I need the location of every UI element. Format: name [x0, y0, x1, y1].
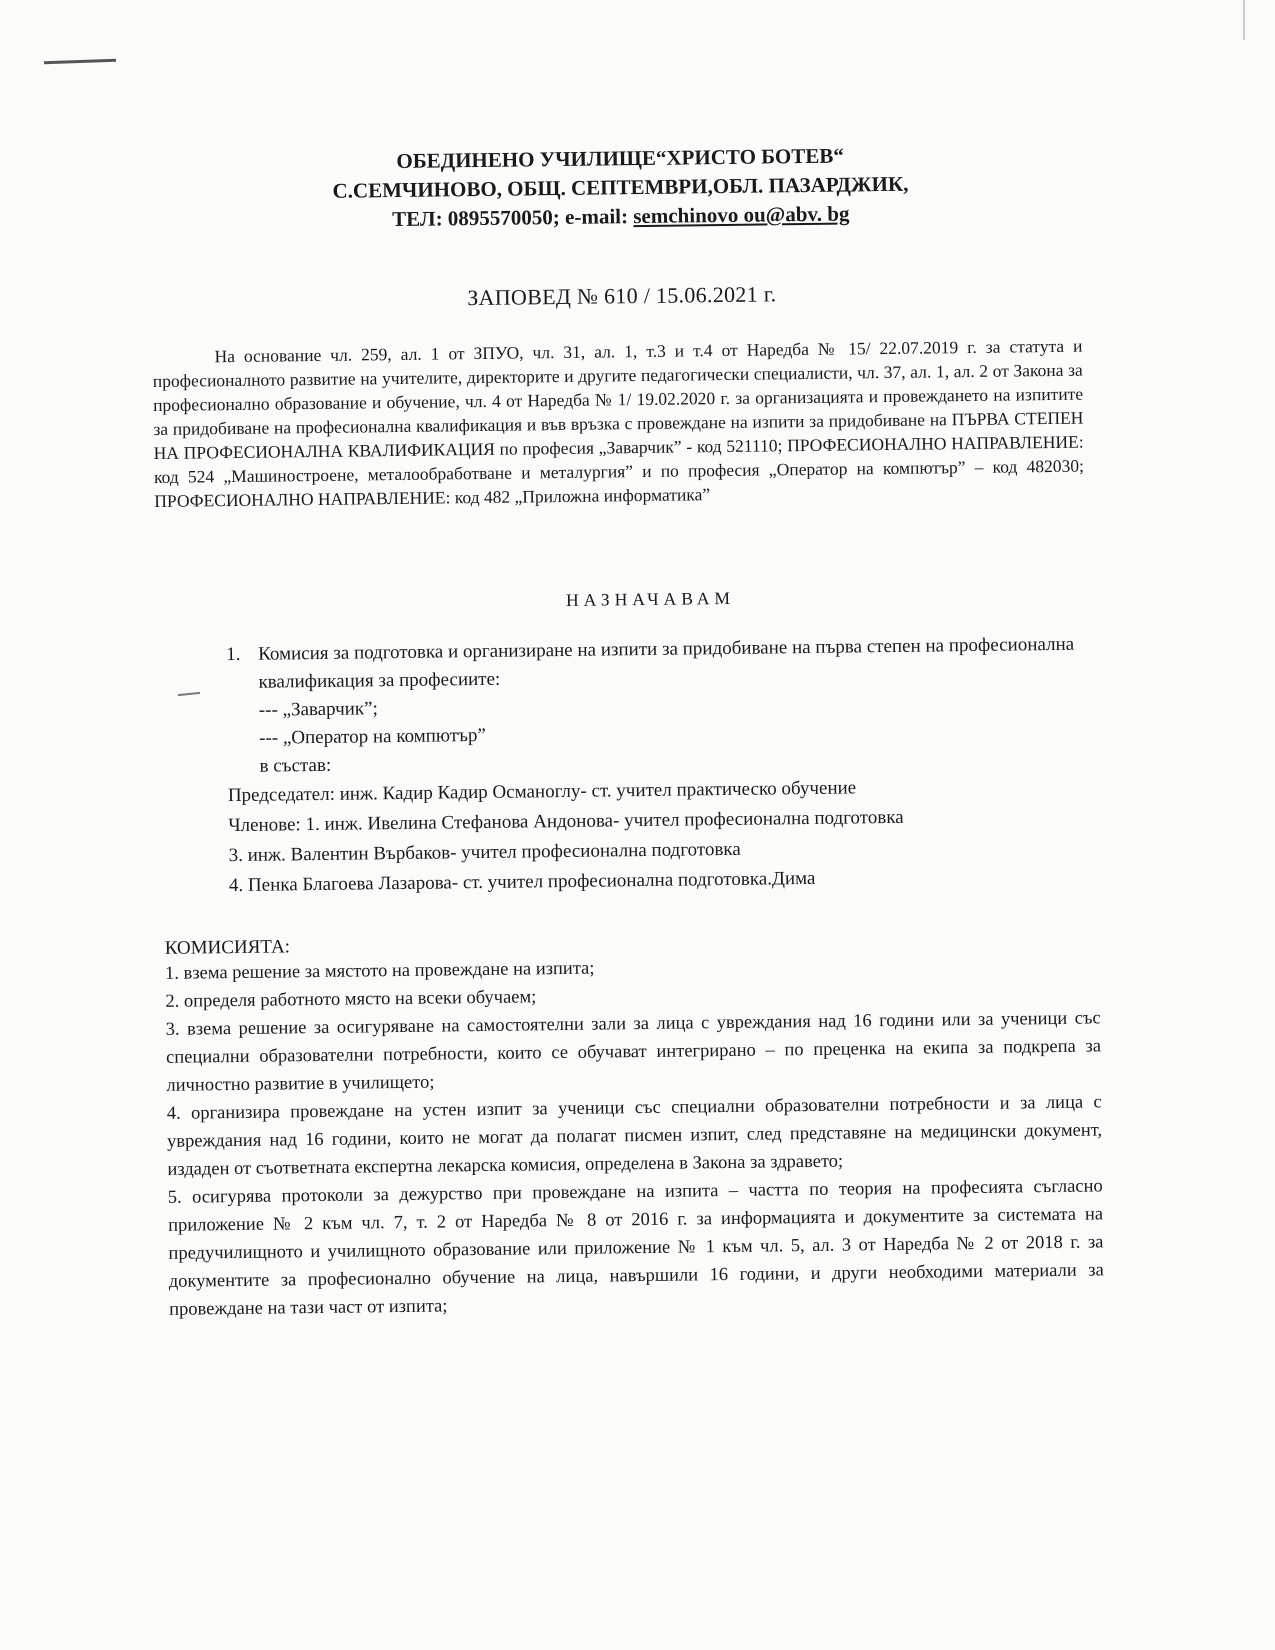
document-page: [150, 139, 1104, 1324]
email-link[interactable]: semchinovo ou@abv. bg: [633, 201, 850, 229]
preamble-paragraph: На основание чл. 259, ал. 1 от ЗПУО, чл. 31, ал. 1, т.3 и т.4 от Наредба № 15/ 22.07.2019 г. за статута и професионалното развитие на учителите, директорите и другите педагогически специалисти, чл. 37, ал. 1, ал. 2 от Закона за професионално образование и обучение, чл. 4 от Наредба № 1/ 19.02.2020 г. за организацията и провеждането на изпитите за придобиване на професионална квалификация и във връзка с провеждане на изпити за придобиване на ПЪРВА СТЕПЕН НА ПРОФЕСИОНАЛНА КВАЛИФИКАЦИЯ по професия „Заварчик” - код 521110; ПРОФЕСИОНАЛНО НАПРАВЛЕНИЕ: код 524 „Машиностроене, металообработване и металургия” и по професия „Оператор на компютър” – код 482030; ПРОФЕСИОНАЛНО НАПРАВЛЕНИЕ: код 482 „Приложна информатика”: [152, 335, 1085, 511]
member-line: 4. Пенка Благоева Лазарова- ст. учител професионална подготовка.Дима: [228, 867, 816, 897]
profession-item: --- „Оператор на компютър”: [259, 724, 486, 749]
phone-label: ТЕЛ: 0895570050; e-mail:: [392, 204, 634, 232]
item-number: 1.: [226, 643, 241, 666]
appointment-item-1: [226, 630, 1098, 781]
member-line: Членове: 1. инж. Ивелина Стефанова Андонова- учител професионална подготовка: [228, 806, 904, 837]
order-title: ЗАПОВЕД № 610 / 15.06.2021 г.: [467, 281, 777, 311]
item-text: Комисия за подготовка и организиране на изпити за придобиване на първа степен на професионална квалификация за професиите:: [258, 633, 1075, 693]
duty-item: 1. взема решение за мястото на провеждане на изпита;: [164, 958, 595, 984]
duties-list: [165, 948, 1104, 1323]
appoint-heading: НАЗНАЧАВАМ: [565, 587, 736, 610]
school-name: ОБЕДИНЕНО УЧИЛИЩЕ“ХРИСТО БОТЕВ“: [396, 143, 844, 173]
duty-item: 2. определя работното място на всеки обучаем;: [165, 987, 537, 1012]
member-line: Председател: инж. Кадир Кадир Османоглу- ст. учител практическо обучение: [227, 777, 857, 807]
school-address: С.СЕМЧИНОВО, ОБЩ. СЕПТЕМВРИ,ОБЛ. ПАЗАРДЖИК,: [332, 171, 909, 203]
composition-label: в състав:: [259, 754, 332, 777]
member-line: 3. инж. Валентин Върбаков- учител професионална подготовка: [228, 838, 741, 867]
commission-title: КОМИСИЯТА:: [164, 936, 291, 959]
school-header: [150, 139, 1091, 237]
duty-item: 3. взема решение за осигуряване на самостоятелни зали за лица с увреждания над 16 години или за ученици със специални образователни потребности, които се обучават интегрирано – по преценка на екипа за подкрепа за личностно развитие в училището;: [165, 1008, 1102, 1096]
profession-item: --- „Заварчик”;: [258, 698, 378, 721]
scan-artifact-line: [44, 59, 116, 65]
duty-item: 4. организира провеждане на устен изпит за ученици със специални образователни потребности и за лица с увреждания над 16 години, които не могат да полагат писмен изпит, след представяне на медицински документ, издаден от съответната експертна лекарска комисия, определена в Закона за здравето;: [166, 1092, 1103, 1180]
duty-item: 5. осигурява протоколи за дежурство при провеждане на изпита – частта по теория на професията съгласно приложение № 2 към чл. 7, т. 2 от Наредба № 8 от 2016 г. за информацията и документите за системата на предучилищното и училищното образование или приложение № 1 към чл. 5, ал. 3 от Наредба № 2 от 2018 г. за документите за професионално обучение на лица, навършили 16 години, и други необходими материали за провеждане на тази част от изпита;: [167, 1176, 1104, 1320]
scan-edge: [1243, 0, 1245, 40]
commission-members: [228, 772, 979, 901]
